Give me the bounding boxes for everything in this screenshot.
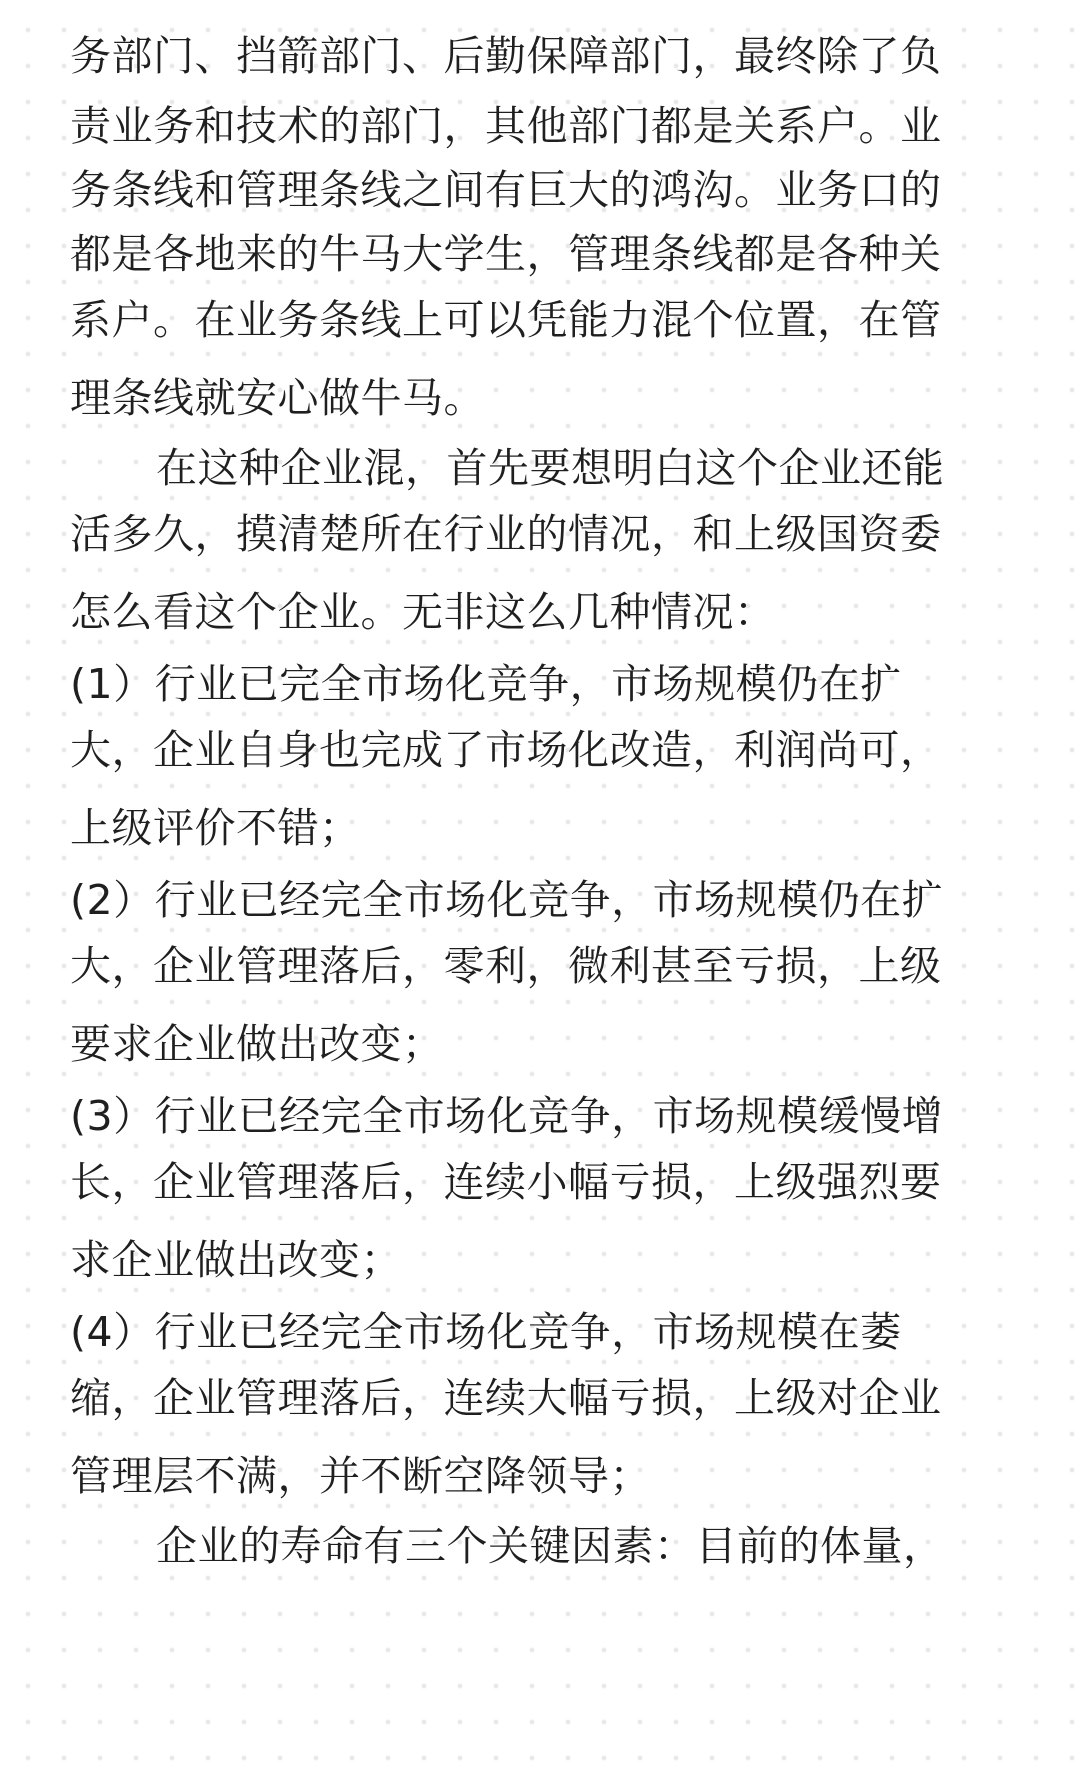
text-line: 大，企业管理落后，零利，微利甚至亏损，上级 (70, 942, 942, 990)
paragraph-start-line: 在这种企业混，首先要想明白这个企业还能 (156, 444, 945, 492)
text-line: 都是各地来的牛马大学生，管理条线都是各种关 (70, 230, 942, 278)
text-line: 怎么看这个企业。无非这么几种情况： (70, 588, 776, 636)
list-item-3-line: (3）行业已经完全市场化竞争，市场规模缓慢增 (70, 1092, 944, 1140)
text-line: 务条线和管理条线之间有巨大的鸿沟。业务口的 (70, 166, 942, 214)
text-line: 大，企业自身也完成了市场化改造，利润尚可， (70, 726, 942, 774)
text-line: 系户。在业务条线上可以凭能力混个位置，在管 (70, 296, 942, 344)
text-line: 求企业做出改变； (70, 1236, 402, 1284)
text-line: 长，企业管理落后，连续小幅亏损，上级强烈要 (70, 1158, 942, 1206)
list-item-4-line: (4）行业已经完全市场化竞争，市场规模在萎 (70, 1308, 902, 1356)
text-line: 活多久，摸清楚所在行业的情况，和上级国资委 (70, 510, 942, 558)
text-line: 管理层不满，并不断空降领导； (70, 1452, 651, 1500)
text-line: 上级评价不错； (70, 804, 361, 852)
text-line: 理条线就安心做牛马。 (70, 374, 485, 422)
text-line: 责业务和技术的部门，其他部门都是关系户。业 (70, 102, 942, 150)
list-item-1-line: (1）行业已完全市场化竞争，市场规模仍在扩 (70, 660, 902, 708)
text-line: 要求企业做出改变； (70, 1020, 444, 1068)
paragraph-start-line: 企业的寿命有三个关键因素：目前的体量， (156, 1522, 945, 1570)
list-item-2-line: (2）行业已经完全市场化竞争，市场规模仍在扩 (70, 876, 944, 924)
text-line: 缩，企业管理落后，连续大幅亏损，上级对企业 (70, 1374, 942, 1422)
text-line: 务部门、挡箭部门、后勤保障部门，最终除了负 (70, 32, 942, 80)
